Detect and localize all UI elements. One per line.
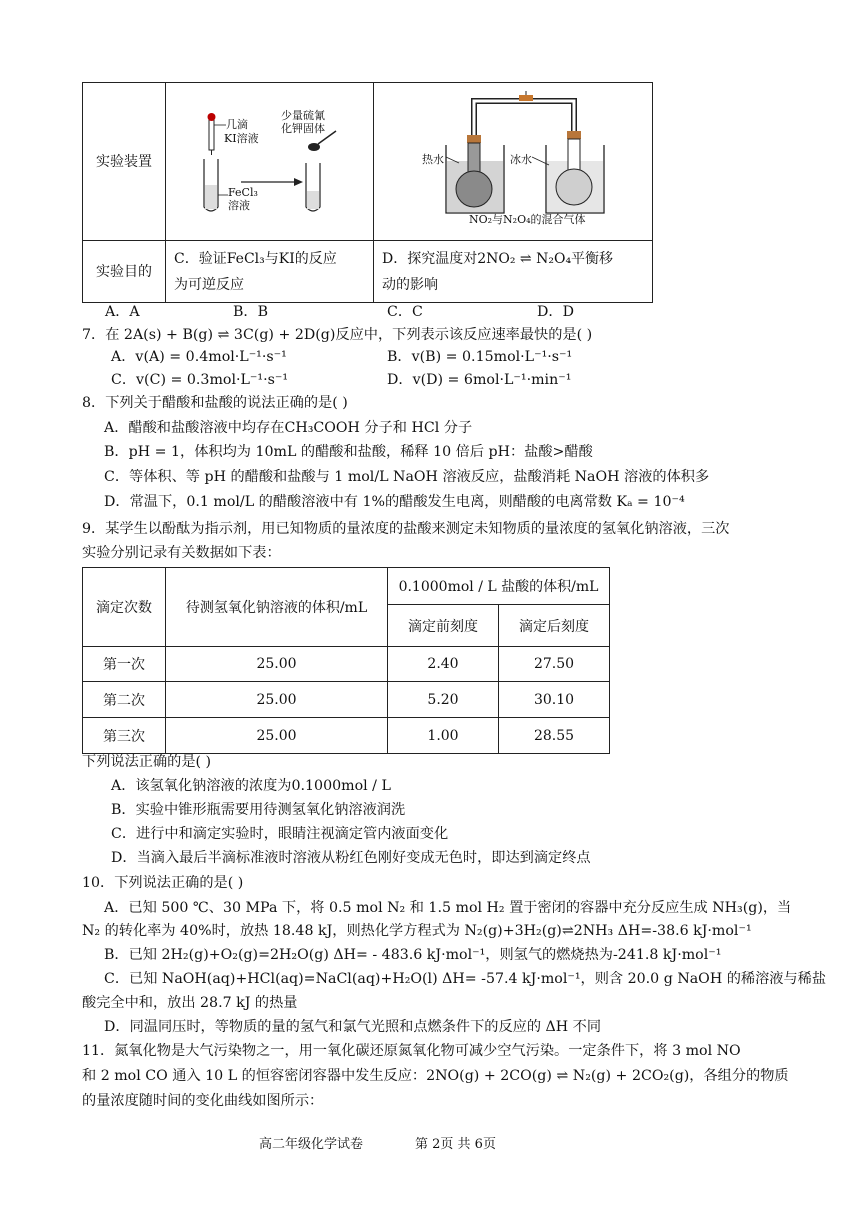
q11-line-2: 和 2 mol CO 通入 10 L 的恒容密闭容器中发生反应：2NO(g) + 2CO(g) ⇌ N₂(g) + 2CO₂(g)，各组分的物质 — [82, 1068, 789, 1084]
q8-option-b[interactable]: B．pH = 1，体积均为 10mL 的醋酸和盐酸，稀释 10 倍后 pH：盐酸>醋酸 — [104, 444, 593, 460]
label-drops: 几滴 — [226, 118, 248, 131]
q6-option-a[interactable]: A．A — [105, 304, 140, 320]
table-row: 第三次 25.00 1.00 28.55 — [83, 718, 610, 754]
label-hot-water: 热水 — [422, 153, 444, 166]
q8-option-d[interactable]: D．常温下，0.1 mol/L 的醋酸溶液中有 1%的醋酸发生电离，则醋酸的电离常数 Kₐ = 10⁻⁴ — [104, 494, 685, 510]
q10-option-a-line1[interactable]: A．已知 500 ℃、30 MPa 下，将 0.5 mol N₂ 和 1.5 mol H₂ 置于密闭的容器中充分反应生成 NH₃(g)，当 — [104, 900, 792, 916]
row-label-purpose: 实验目的 — [83, 241, 166, 303]
q10-option-b[interactable]: B．已知 2H₂(g)+O₂(g)=2H₂O(g) ΔH= - 483.6 kJ·mol⁻¹，则氢气的燃烧热为-241.8 kJ·mol⁻¹ — [104, 947, 722, 963]
label-ice-water: 冰水 — [510, 153, 532, 166]
titration-table — [82, 567, 610, 754]
row-label-setup: 实验装置 — [83, 83, 166, 241]
q7-option-c[interactable]: C．v(C) = 0.3mol·L⁻¹·s⁻¹ — [111, 372, 289, 388]
q8-stem: 8．下列关于醋酸和盐酸的说法正确的是( ) — [82, 395, 348, 411]
header-times: 滴定次数 — [83, 568, 166, 647]
q9-option-a[interactable]: A．该氢氧化钠溶液的浓度为0.1000mol / L — [111, 778, 391, 794]
label-ki: KI溶液 — [224, 132, 259, 145]
purpose-d: D．探究温度对2NO₂ ⇌ N₂O₄平衡移 动的影响 — [374, 241, 653, 303]
q10-option-d[interactable]: D．同温同压时，等物质的量的氢气和氯气光照和点燃条件下的反应的 ΔH 不同 — [104, 1019, 602, 1035]
header-naoh-volume: 待测氢氧化钠溶液的体积/mL — [166, 568, 388, 647]
q7-stem: 7．在 2A(s) + B(g) ⇌ 3C(g) + 2D(g)反应中，下列表示该反应速率最快的是( ) — [82, 327, 593, 343]
q8-option-a[interactable]: A．醋酸和盐酸溶液中均存在CH₃COOH 分子和 HCl 分子 — [104, 420, 473, 436]
experiment-table — [82, 82, 653, 303]
q7-option-d[interactable]: D．v(D) = 6mol·L⁻¹·min⁻¹ — [387, 372, 572, 388]
q6-option-c[interactable]: C．C — [387, 304, 423, 320]
q10-stem: 10．下列说法正确的是( ) — [82, 875, 244, 891]
q9-option-b[interactable]: B．实验中锥形瓶需要用待测氢氧化钠溶液润洗 — [111, 802, 406, 818]
q9-stem-1: 9．某学生以酚酞为指示剂，用已知物质的量浓度的盐酸来测定未知物质的量浓度的氢氧化钠溶液，三次 — [82, 521, 730, 537]
q6-option-b[interactable]: B．B — [233, 304, 269, 320]
ki-fecl3-apparatus-figure — [166, 83, 373, 240]
q10-option-c-line1[interactable]: C．已知 NaOH(aq)+HCl(aq)=NaCl(aq)+H₂O(l) ΔH= -57.4 kJ·mol⁻¹，则含 20.0 g NaOH 的稀溶液与稀盐 — [104, 971, 827, 987]
q9-stem-2: 实验分别记录有关数据如下表： — [82, 545, 281, 561]
label-solution: 溶液 — [228, 199, 250, 212]
q7-option-a[interactable]: A．v(A) = 0.4mol·L⁻¹·s⁻¹ — [111, 349, 287, 365]
q11-line-1: 11．氮氧化物是大气污染物之一，用一氧化碳还原氮氧化物可减少空气污染。一定条件下，将 3 mol NO — [82, 1043, 741, 1059]
q8-option-c[interactable]: C．等体积、等 pH 的醋酸和盐酸与 1 mol/L NaOH 溶液反应，盐酸消耗 NaOH 溶液的体积多 — [104, 469, 710, 485]
label-gas-mixture: NO₂与N₂O₄的混合气体 — [469, 213, 586, 226]
table-row: 第一次 25.00 2.40 27.50 — [83, 647, 610, 682]
q9-option-d[interactable]: D．当滴入最后半滴标准液时溶液从粉红色刚好变成无色时，即达到滴定终点 — [111, 850, 591, 866]
q9-option-c[interactable]: C．进行中和滴定实验时，眼睛注视滴定管内液面变化 — [111, 826, 449, 842]
q9-after-stem: 下列说法正确的是( ) — [82, 754, 212, 770]
label-fecl3: FeCl₃ — [228, 186, 258, 199]
header-before: 滴定前刻度 — [388, 605, 499, 647]
footer-page-number: 第 2页 共 6页 — [415, 1137, 496, 1152]
q10-option-a-line2: N₂ 的转化率为 40%时，放热 18.48 kJ，则热化学方程式为 N₂(g)+3H₂(g)⇌2NH₃ ΔH=-38.6 kJ·mol⁻¹ — [82, 923, 752, 939]
header-hcl-volume: 0.1000mol / L 盐酸的体积/mL — [388, 568, 610, 605]
q6-option-d[interactable]: D．D — [537, 304, 574, 320]
q10-option-c-line2: 酸完全中和，放出 28.7 kJ 的热量 — [82, 995, 298, 1011]
q7-option-b[interactable]: B．v(B) = 0.15mol·L⁻¹·s⁻¹ — [387, 349, 573, 365]
header-after: 滴定后刻度 — [499, 605, 610, 647]
setup-figure-c — [166, 83, 374, 241]
table-row: 第二次 25.00 5.20 30.10 — [83, 682, 610, 718]
setup-figure-d — [374, 83, 653, 241]
label-reagent-1: 少量硫氰 — [281, 109, 325, 122]
q11-line-3: 的量浓度随时间的变化曲线如图所示： — [82, 1093, 324, 1109]
label-reagent-2: 化钾固体 — [281, 122, 325, 135]
purpose-c: C．验证FeCl₃与KI的反应 为可逆反应 — [166, 241, 374, 303]
footer-title: 高二年级化学试卷 — [259, 1137, 364, 1152]
